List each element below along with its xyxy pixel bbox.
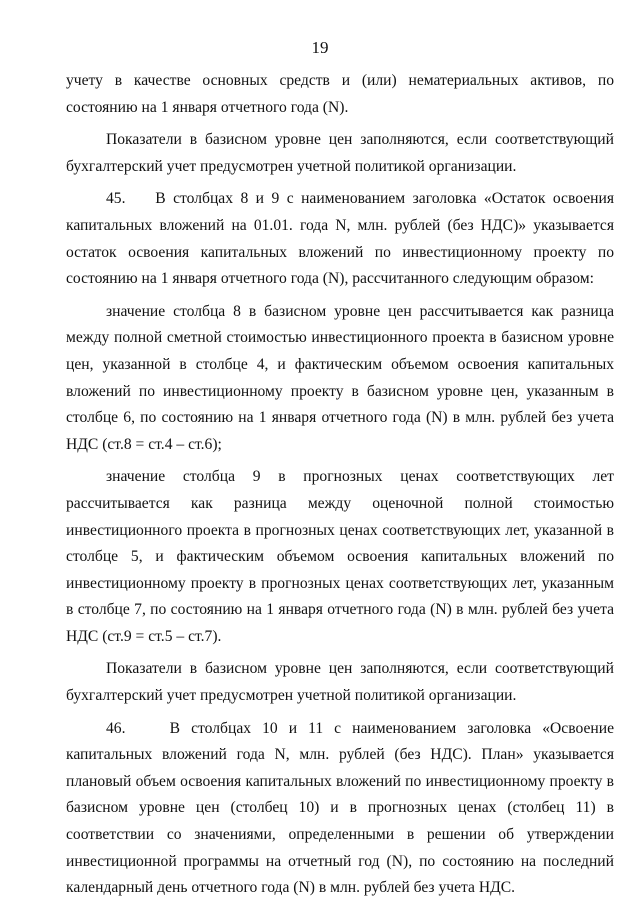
paragraph-item-45: 45. В столбцах 8 и 9 с наименованием заголовка «Остаток освоения капитальных вложений на 01.01. года N, млн. рублей (без НДС)» указывается остаток освоения капитальных вложений по инвестиционному проекту по состоянию на 1 января отчетного года (N), рассчитанного следующим образом: xyxy=(66,190,614,288)
paragraph-item-46: 46. В столбцах 10 и 11 с наименованием заголовка «Освоение капитальных вложений года N, млн. рублей (без НДС). План» указывается плановый объем освоения капитальных вложений по инвестиционному проекту в базисном уровне цен (столбец 10) и в прогнозных ценах (столбец 11) в соответствии со значениями, определенными в решении об утверждении инвестиционной программы на отчетный год (N), по состоянию на последний календарный день отчетного года (N) в млн. рублей без учета НДС. xyxy=(66,719,614,897)
document-body xyxy=(66,68,614,902)
paragraph-basis-prices-note-2: Показатели в базисном уровне цен заполняются, если соответствующий бухгалтерский учет предусмотрен учетной политикой организации. xyxy=(66,660,614,705)
paragraph-continuation: учету в качестве основных средств и (или) нематериальных активов, по состоянию на 1 января отчетного года (N). xyxy=(66,72,614,116)
page-number: 19 xyxy=(311,38,329,57)
paragraph-basis-prices-note-1: Показатели в базисном уровне цен заполняются, если соответствующий бухгалтерский учет предусмотрен учетной политикой организации. xyxy=(66,131,614,175)
paragraph-column-9-formula: значение столбца 9 в прогнозных ценах соответствующих лет рассчитывается как разница между оценочной полной стоимостью инвестиционного проекта в прогнозных ценах соответствующих лет, указанной в столбце 5, и фактическим объемом освоения капитальных вложений по инвестиционному проекту в прогнозных ценах соответствующих лет, указанным в столбце 7, по состоянию на 1 января отчетного года (N) в млн. рублей без учета НДС (ст.9 = ст.5 – ст.7). xyxy=(66,468,614,645)
paragraph-column-8-formula: значение столбца 8 в базисном уровне цен рассчитывается как разница между полной сметной стоимостью инвестиционного проекта в базисном уровне цен, указанной в столбце 4, и фактическим объемом освоения капитальных вложений по инвестиционному проекту в базисном уровне цен, указанным в столбце 6, по состоянию на 1 января отчетного года (N) в млн. рублей без учета НДС (ст.8 = ст.4 – ст.6); xyxy=(66,302,614,453)
